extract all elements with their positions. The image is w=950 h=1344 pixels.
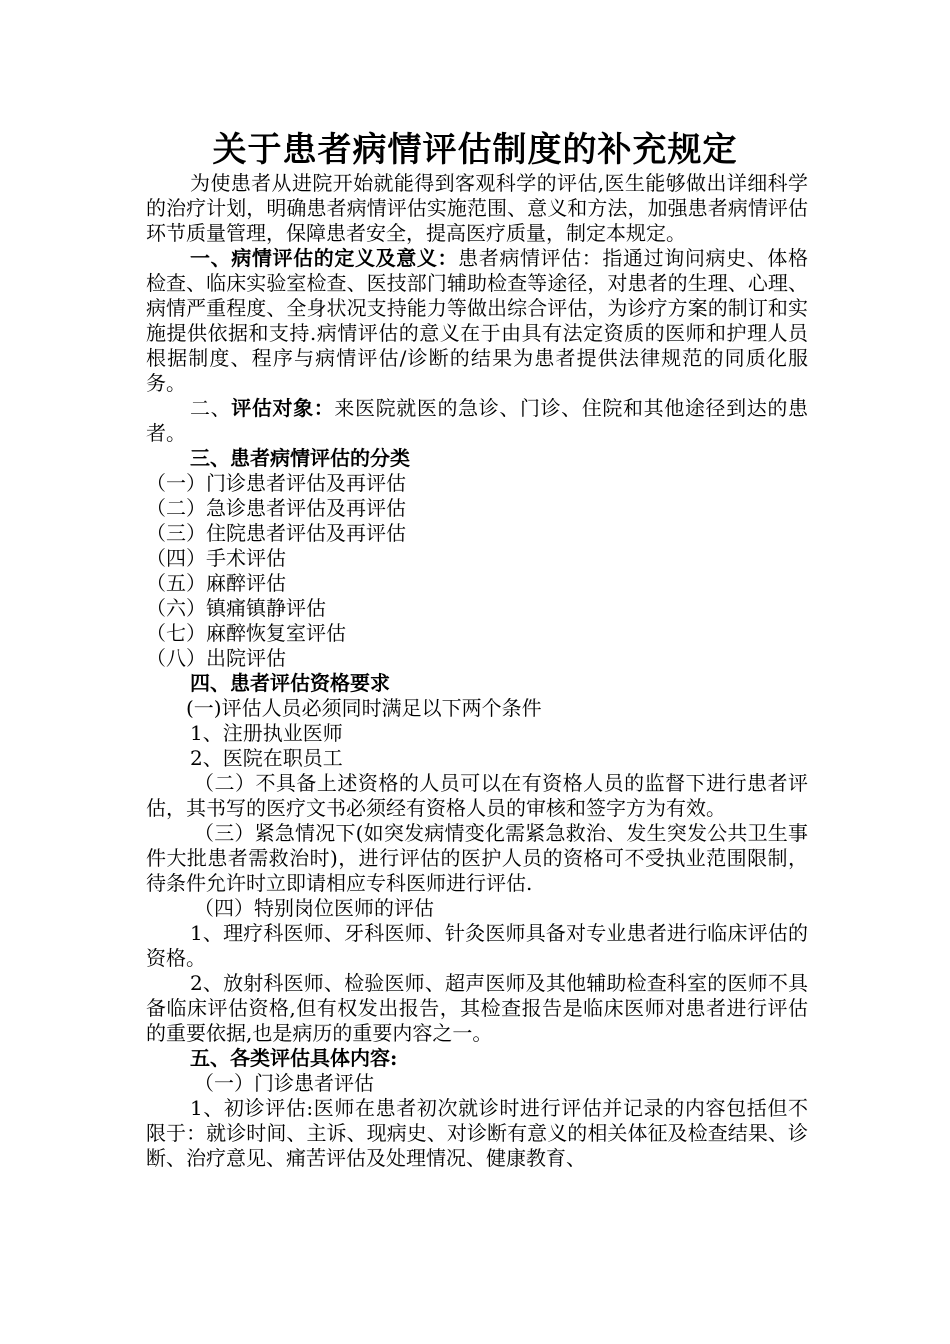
section-4-clause-2: （二）不具备上述资格的人员可以在有资格人员的监督下进行患者评估，其书写的医疗文书必须经有资格人员的审核和签字方为有效。	[146, 771, 808, 820]
section-1-paragraph	[146, 246, 808, 396]
section-4-clause-3: （三）紧急情况下(如突发病情变化需紧急救治、发生突发公共卫生事件大批患者需救治时)，进行评估的医护人员的资格可不受执业范围限制，待条件允许时立即请相应专科医师进行评估.	[146, 821, 808, 895]
list-item: （八）出院评估	[146, 646, 286, 670]
section-5-clause-1-item-1: 1、初诊评估:医师在患者初次就诊时进行评估并记录的内容包括但不限于：就诊时间、主诉、现病史、对诊断有意义的相关体征及检查结果、诊断、治疗意见、痛苦评估及处理情况、健康教育、	[146, 1096, 808, 1170]
section-2-paragraph	[146, 396, 808, 446]
list-item: （六）镇痛镇静评估	[146, 596, 326, 620]
section-4-clause-1: (一)评估人员必须同时满足以下两个条件	[186, 696, 542, 720]
section-4-clause-4-item-2: 2、放射科医师、检验医师、超声医师及其他辅助检查科室的医师不具备临床评估资格,但有权发出报告，其检查报告是临床医师对患者进行评估的重要依据,也是病历的重要内容之一。	[146, 971, 808, 1045]
section-4-clause-1-item-2: 2、医院在职员工	[190, 746, 343, 770]
intro-paragraph: 为使患者从进院开始就能得到客观科学的评估,医生能够做出详细科学的治疗计划，明确患者病情评估实施范围、意义和方法，加强患者病情评估环节质量管理，保障患者安全，提高医疗质量，制定本规定。	[146, 171, 808, 245]
section-2-text: 来医院就医的急诊、门诊、住院和其他途径到达的患者。	[146, 396, 809, 445]
document-title: 关于患者病情评估制度的补充规定	[212, 130, 738, 170]
section-5-heading: 五、各类评估具体内容:	[190, 1046, 398, 1070]
list-item: （一）门诊患者评估及再评估	[146, 471, 406, 495]
section-2-prefix: 二、	[190, 396, 232, 420]
section-1-heading: 一、病情评估的定义及意义：	[190, 246, 459, 270]
list-item: （七）麻醉恢复室评估	[146, 621, 346, 645]
section-5-clause-1: （一）门诊患者评估	[194, 1071, 374, 1095]
section-4-heading: 四、患者评估资格要求	[190, 671, 390, 695]
section-4-clause-1-item-1: 1、注册执业医师	[190, 721, 343, 745]
section-2-heading: 评估对象：	[231, 396, 335, 420]
list-item: （五）麻醉评估	[146, 571, 286, 595]
section-1-text: 患者病情评估：指通过询问病史、体格检查、临床实验室检查、医技部门辅助检查等途径，对患者的生理、心理、病情严重程度、全身状况支持能力等做出综合评估，为诊疗方案的制订和实施提供依据和支持.病情评估的意义在于由具有法定资质的医师和护理人员根据制度、程序与病情评估/诊断的结果为患者提供法律规范的同质化服务。	[146, 246, 809, 395]
document-body	[146, 171, 808, 1171]
list-item: （三）住院患者评估及再评估	[146, 521, 406, 545]
section-4-clause-4-item-1: 1、理疗科医师、牙科医师、针灸医师具备对专业患者进行临床评估的资格。	[146, 921, 808, 970]
list-item: （四）手术评估	[146, 546, 286, 570]
section-4-clause-4: （四）特别岗位医师的评估	[194, 896, 434, 920]
section-3-heading: 三、患者病情评估的分类	[190, 446, 410, 470]
list-item: （二）急诊患者评估及再评估	[146, 496, 406, 520]
